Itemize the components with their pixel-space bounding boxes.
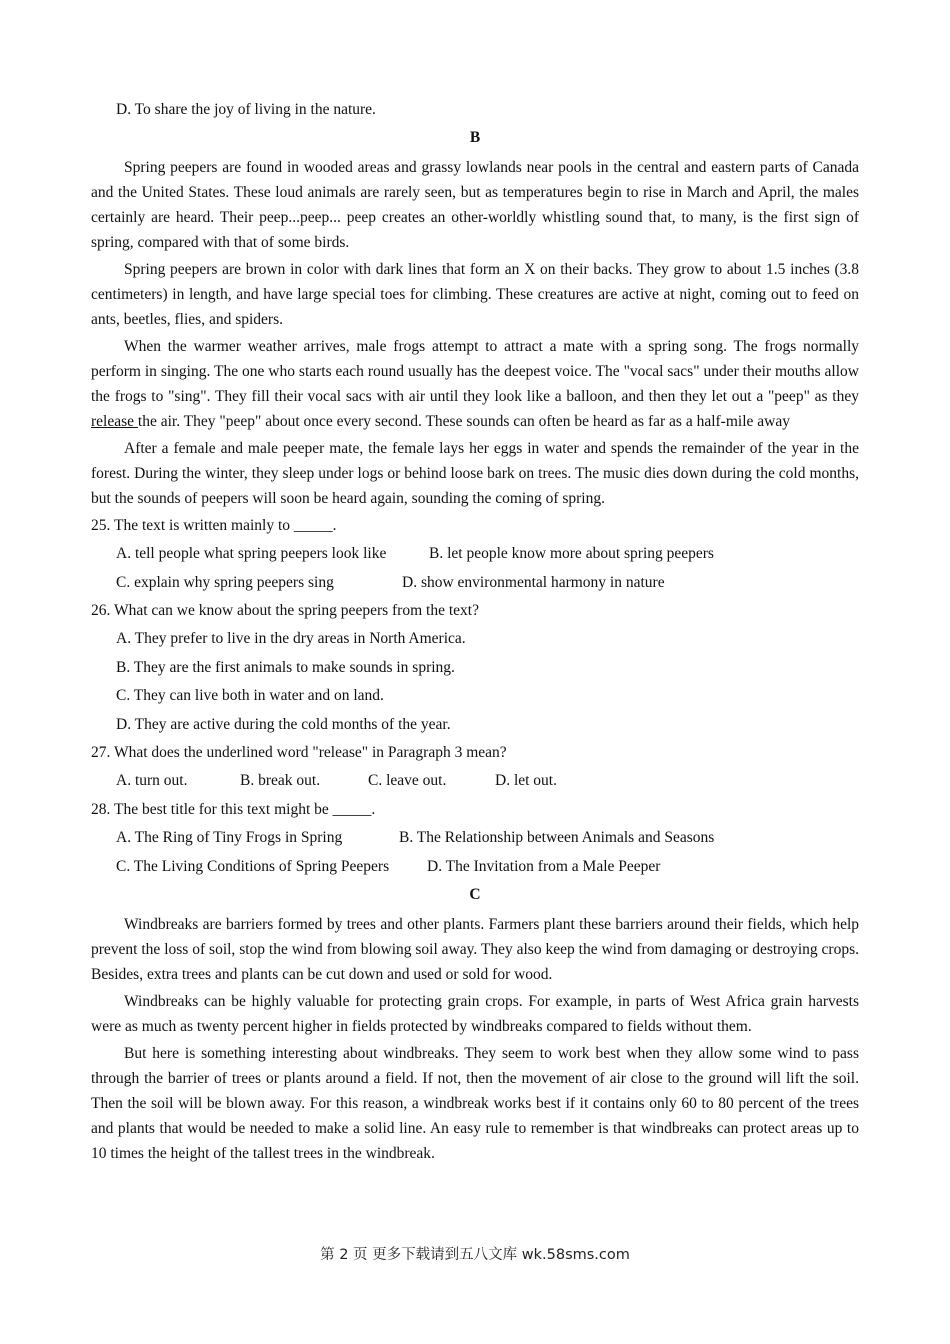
question-25-stem: 25. The text is written mainly to _____.	[91, 516, 337, 534]
section-b-paragraph-3	[91, 334, 859, 434]
question-27-option-d: D. let out.	[495, 772, 557, 790]
prev-question-option-d: D. To share the joy of living in the nature.	[116, 101, 376, 118]
question-26-option-a: A. They prefer to live in the dry areas in North America.	[116, 630, 466, 648]
question-27-option-b: B. break out.	[240, 772, 321, 790]
question-28-option-c: C. The Living Conditions of Spring Peepers	[116, 857, 390, 875]
question-28-stem: 28. The best title for this text might be _____.	[91, 800, 376, 818]
question-27-option-a: A. turn out.	[116, 772, 188, 790]
document-page	[91, 96, 859, 1167]
question-26-option-b: B. They are the first animals to make sounds in spring.	[116, 658, 455, 676]
question-28-option-a: A. The Ring of Tiny Frogs in Spring	[116, 829, 343, 847]
question-26-option-c: C. They can live both in water and on land.	[116, 687, 384, 705]
paragraph-3-text-after: the air. They "peep" about once every second. These sounds can often be heard as far as a half-mile away	[137, 412, 790, 430]
section-b-paragraph-2: Spring peepers are brown in color with dark lines that form an X on their backs. They grow to about 1.5 inches (3.8 centimeters) in length, and have large special toes for climbing. These creatures are active at night, coming out to feed on ants, beetles, flies, and spiders.	[91, 260, 859, 328]
question-27-stem: 27. What does the underlined word "release" in Paragraph 3 mean?	[91, 744, 507, 762]
section-c-paragraph-3: But here is something interesting about windbreaks. They seem to work best when they allow some wind to pass through the barrier of trees or plants around a field. If not, then the movement of air close to the ground will lift the soil. Then the soil will be blown away. For this reason, a windbreak works best if it contains only 60 to 80 percent of the trees and plants that would be needed to make a solid line. An easy rule to remember is that windbreaks can protect areas up to 10 times the height of the tallest trees in the windbreak.	[91, 1044, 859, 1162]
question-25-option-c: C. explain why spring peepers sing	[116, 573, 334, 591]
underlined-word-release: release	[91, 412, 138, 430]
question-25-option-b: B. let people know more about spring peepers	[429, 545, 714, 563]
section-b-heading: B	[469, 129, 481, 147]
section-b-paragraph-1: Spring peepers are found in wooded areas and grassy lowlands near pools in the central and eastern parts of Canada and the United States. These loud animals are rarely seen, but as temperatures begin to rise in March and April, the males certainly are heard. Their peep...peep... peep creates an other-worldly whistling sound that, to many, is the first sign of spring, compared with that of some birds.	[91, 158, 859, 251]
section-c-paragraph-2: Windbreaks can be highly valuable for protecting grain crops. For example, in parts of West Africa grain harvests were as much as twenty percent higher in fields protected by windbreaks compared to fields without them.	[91, 992, 859, 1035]
question-26-option-d: D. They are active during the cold months of the year.	[116, 715, 451, 733]
section-b-paragraph-4: After a female and male peeper mate, the female lays her eggs in water and spends the remainder of the year in the forest. During the winter, they sleep under logs or behind loose bark on trees. The music dies down during the cold months, but the sounds of peepers will soon be heard again, sounding the coming of spring.	[91, 439, 859, 507]
question-28-options-row-2	[91, 853, 859, 881]
paragraph-3-text-before: When the warmer weather arrives, male frogs attempt to attract a mate with a spring song. The frogs normally perform in singing. The one who starts each round usually has the deepest voice. The "vocal sacs" under their mouths allow the frogs to "sing". They fill their vocal sacs with air until they look like a balloon, and then they let out a "peep" as they	[91, 337, 859, 405]
question-28-option-b: B. The Relationship between Animals and Seasons	[399, 829, 715, 847]
question-27-options-row	[91, 767, 859, 795]
question-25-options-row-2	[91, 569, 859, 597]
question-25-option-a: A. tell people what spring peepers look like	[116, 545, 387, 563]
question-28-options-row-1	[91, 824, 859, 852]
section-c-heading: C	[469, 886, 481, 904]
question-26-stem: 26. What can we know about the spring peepers from the text?	[91, 602, 479, 620]
question-27-option-c: C. leave out.	[368, 772, 447, 790]
page-footer: 第 2 页 更多下载请到五八文库 wk.58sms.com	[320, 1247, 630, 1263]
section-c-paragraph-1: Windbreaks are barriers formed by trees and other plants. Farmers plant these barriers around their fields, which help prevent the loss of soil, stop the wind from blowing soil away. They also keep the wind from damaging or destroying crops. Besides, extra trees and plants can be cut down and used or sold for wood.	[91, 915, 859, 983]
question-28-option-d: D. The Invitation from a Male Peeper	[427, 857, 661, 875]
question-25-option-d: D. show environmental harmony in nature	[402, 573, 665, 591]
question-25-options-row-1	[91, 540, 859, 568]
